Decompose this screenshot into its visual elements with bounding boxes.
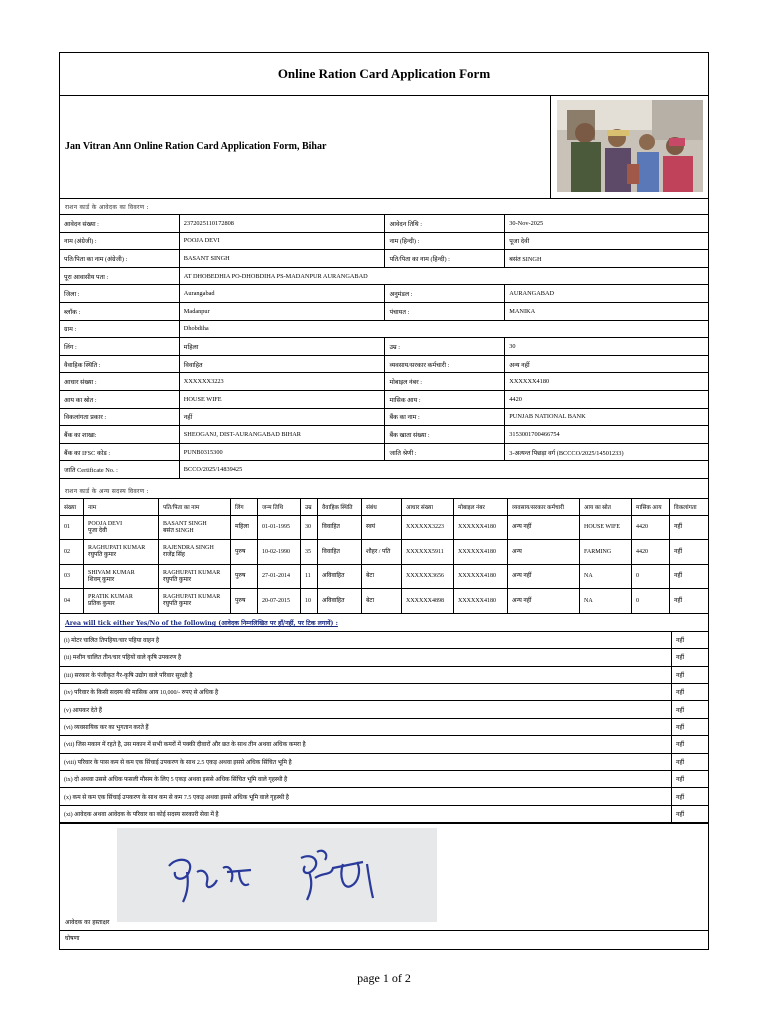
field-label: विकलांगता प्रकार : <box>60 408 180 426</box>
member-cell: XXXXXX4180 <box>454 515 508 540</box>
applicant-row <box>60 443 709 461</box>
column-header: जन्म तिथि <box>258 498 301 515</box>
field-label: आवेदन संख्या : <box>60 215 180 233</box>
family-photo <box>557 100 703 192</box>
member-row <box>60 515 709 540</box>
question-answer: नहीं <box>672 649 709 666</box>
member-cell: XXXXXX4180 <box>454 589 508 614</box>
member-cell: नहीं <box>670 540 709 565</box>
member-cell: 01 <box>60 515 84 540</box>
applicant-row <box>60 250 709 268</box>
question-answer: नहीं <box>672 718 709 735</box>
member-cell: अन्य नहीं <box>508 589 580 614</box>
member-row <box>60 564 709 589</box>
question-row <box>60 684 709 701</box>
member-cell: पुरुष <box>231 564 258 589</box>
member-cell: 0 <box>632 564 670 589</box>
declaration-label: घोषणा <box>60 930 708 947</box>
field-label: मोबाइल नंबर : <box>385 373 505 391</box>
column-header: व्यवसाय/सरकार कर्मचारी <box>508 498 580 515</box>
question-answer: नहीं <box>672 771 709 788</box>
applicant-row <box>60 320 709 338</box>
member-row <box>60 589 709 614</box>
questions-title: Area will tick either Yes/No of the following (आवेदक निम्नलिखित पर हाँ/नहीं, पर टिक लगायें) : <box>65 619 338 627</box>
member-cell: विवाहित <box>318 515 362 540</box>
applicant-row <box>60 232 709 250</box>
members-section-title: राशन कार्ड के अन्य सदस्य विवरण : <box>65 487 149 495</box>
question-text: (x) कम से कम एक सिंचाई उपकरण के साथ कम से कम 7.5 एकड़ अथवा इससे अधिक भूमि वाले गृहस्थी है <box>60 788 672 805</box>
question-text: (xi) आवेदक अथवा आवेदक के परिवार का कोई सदस्य सरकारी सेवा में है <box>60 805 672 822</box>
field-value: Aurangabad <box>179 285 385 303</box>
question-row <box>60 649 709 666</box>
question-text: (viii) परिवार के पास कम से कम एक सिंचाई उपकरण के साथ 2.5 एकड़ अथवा इससे अधिक सिंचित भूमि है <box>60 753 672 770</box>
applicant-details-table <box>59 214 709 479</box>
applicant-row <box>60 355 709 373</box>
field-label: बैंक का नाम : <box>385 408 505 426</box>
question-text: (iii) सरकार के पंजीकृत गैर-कृषि उद्योग वाले परिवार सुरक्षी है <box>60 666 672 683</box>
member-cell: बेटा <box>362 589 402 614</box>
field-label: व्यवसाय/सरकार कर्मचारी : <box>385 355 505 373</box>
field-label: जिला : <box>60 285 180 303</box>
member-cell: RAJENDRA SINGH राजेंद्र सिंह <box>159 540 231 565</box>
column-header: उम्र <box>301 498 318 515</box>
member-cell: XXXXXX3656 <box>402 564 454 589</box>
field-value: XXXXXX3223 <box>179 373 385 391</box>
question-answer: नहीं <box>672 805 709 822</box>
signature-label: आवेदक का हस्ताक्षर <box>65 919 110 927</box>
field-value: PUNB0315300 <box>179 443 385 461</box>
question-answer: नहीं <box>672 701 709 718</box>
field-value: 3-अत्यन्त पिछड़ा वर्ग (BCCCO/2025/14501233) <box>505 443 709 461</box>
field-value: Madanpur <box>179 302 385 320</box>
applicant-row <box>60 302 709 320</box>
field-label: मासिक आय : <box>385 390 505 408</box>
member-cell: HOUSE WIFE <box>580 515 632 540</box>
field-label: उम्र : <box>385 338 505 356</box>
field-label: पति/पिता का नाम (हिन्दी) : <box>385 250 505 268</box>
form-subtitle: Jan Vitran Ann Online Ration Card Application Form, Bihar <box>65 141 327 152</box>
member-cell: RAGHUPATI KUMAR रघुपति कुमार <box>159 589 231 614</box>
member-cell: 30 <box>301 515 318 540</box>
question-answer: नहीं <box>672 684 709 701</box>
applicant-row <box>60 267 709 285</box>
field-value: XXXXXX4180 <box>505 373 709 391</box>
field-label: ब्लॉक : <box>60 302 180 320</box>
member-cell: स्वयं <box>362 515 402 540</box>
field-label: ग्राम : <box>60 320 180 338</box>
member-cell: RAGHUPATI KUMAR रघुपति कुमार <box>159 564 231 589</box>
member-cell: XXXXXX4180 <box>454 564 508 589</box>
member-cell: अन्य <box>508 540 580 565</box>
question-answer: नहीं <box>672 736 709 753</box>
field-value: महिला <box>179 338 385 356</box>
question-answer: नहीं <box>672 788 709 805</box>
member-cell: 11 <box>301 564 318 589</box>
page-number: page 1 of 2 <box>357 971 411 985</box>
question-row <box>60 753 709 770</box>
field-label: लिंग : <box>60 338 180 356</box>
field-value: AURANGABAD <box>505 285 709 303</box>
member-cell: NA <box>580 589 632 614</box>
question-row <box>60 701 709 718</box>
field-label: बैंक खाता संख्या : <box>385 426 505 444</box>
member-cell: XXXXXX4898 <box>402 589 454 614</box>
question-text: (v) आयकर देते हैं <box>60 701 672 718</box>
field-value: 3153001700466754 <box>505 426 709 444</box>
signature-image <box>117 828 437 922</box>
applicant-row <box>60 408 709 426</box>
member-cell: XXXXXX3223 <box>402 515 454 540</box>
field-value: Dhobdiha <box>179 320 708 338</box>
member-cell: 35 <box>301 540 318 565</box>
column-header: वैवाहिक स्थिति <box>318 498 362 515</box>
field-value: अन्य नहीं <box>505 355 709 373</box>
member-cell: नहीं <box>670 589 709 614</box>
field-label: वैवाहिक स्थिति : <box>60 355 180 373</box>
signature-row <box>60 823 708 930</box>
field-value: 4420 <box>505 390 709 408</box>
member-cell: XXXXXX4180 <box>454 540 508 565</box>
member-cell: 4420 <box>632 540 670 565</box>
field-label: आधार संख्या : <box>60 373 180 391</box>
member-cell: 10-02-1990 <box>258 540 301 565</box>
field-label: अनुमंडल : <box>385 285 505 303</box>
member-cell: 02 <box>60 540 84 565</box>
question-answer: नहीं <box>672 753 709 770</box>
question-answer: नहीं <box>672 631 709 648</box>
column-header: विकलांगता <box>670 498 709 515</box>
applicant-row <box>60 338 709 356</box>
member-cell: RAGHUPATI KUMAR रघुपति कुमार <box>84 540 159 565</box>
field-value: BCCO/2025/14839425 <box>179 461 708 479</box>
field-label: जाति Certificate No. : <box>60 461 180 479</box>
question-text: (iv) परिवार के किसी सदस्य की मासिक आय 10,000/- रुपए से अधिक है <box>60 684 672 701</box>
field-value: विवाहित <box>179 355 385 373</box>
member-cell: नहीं <box>670 515 709 540</box>
question-row <box>60 771 709 788</box>
questions-table <box>59 631 709 823</box>
applicant-section-title: राशन कार्ड के आवेदक का विवरण : <box>65 204 149 211</box>
member-cell: अविवाहित <box>318 564 362 589</box>
member-cell: POOJA DEVI पूजा देवी <box>84 515 159 540</box>
member-cell: विवाहित <box>318 540 362 565</box>
column-header: आय का स्रोत <box>580 498 632 515</box>
question-text: (ii) मशीन चालित तीन/चार पहियों वाले कृषि उपकरण है <box>60 649 672 666</box>
column-header: संख्या <box>60 498 84 515</box>
applicant-row <box>60 285 709 303</box>
column-header: मोबाइल नंबर <box>454 498 508 515</box>
applicant-row <box>60 373 709 391</box>
column-header: लिंग <box>231 498 258 515</box>
question-row <box>60 736 709 753</box>
member-cell: 10 <box>301 589 318 614</box>
form-title: Online Ration Card Application Form <box>60 53 708 96</box>
field-label: आवेदन तिथि : <box>385 215 505 233</box>
question-row <box>60 805 709 822</box>
member-cell: 20-07-2015 <box>258 589 301 614</box>
column-header: नाम <box>84 498 159 515</box>
field-value: SHEOGANJ, DIST-AURANGABAD BIHAR <box>179 426 385 444</box>
member-cell: 03 <box>60 564 84 589</box>
field-value: 2372025110172808 <box>179 215 385 233</box>
member-cell: SHIVAM KUMAR शिवम् कुमार <box>84 564 159 589</box>
field-value: पूजा देवी <box>505 232 709 250</box>
field-value: नहीं <box>179 408 385 426</box>
field-value: POOJA DEVI <box>179 232 385 250</box>
field-label: नाम (हिन्दी) : <box>385 232 505 250</box>
field-value: HOUSE WIFE <box>179 390 385 408</box>
member-cell: अन्य नहीं <box>508 564 580 589</box>
members-table <box>59 498 709 614</box>
member-cell: महिला <box>231 515 258 540</box>
applicant-row <box>60 390 709 408</box>
column-header: मासिक आय <box>632 498 670 515</box>
member-cell: 27-01-2014 <box>258 564 301 589</box>
field-label: आय का स्रोत : <box>60 390 180 408</box>
column-header: संबंध <box>362 498 402 515</box>
member-cell: 04 <box>60 589 84 614</box>
question-text: (vi) व्यवसायिक कर का भुगतान करते हैं <box>60 718 672 735</box>
question-row <box>60 718 709 735</box>
question-text: (vii) जिस मकान में रहते है, उस मकान में सभी कमरों में पक्की दीवारों और छत के साथ तीन अथवा अधिक कमरा है <box>60 736 672 753</box>
field-value: 30 <box>505 338 709 356</box>
member-cell: शौहर / पति <box>362 540 402 565</box>
column-header: पति/पिता का नाम <box>159 498 231 515</box>
field-label: पूरा आवासीय पता : <box>60 267 180 285</box>
field-value: MANIKA <box>505 302 709 320</box>
member-cell: नहीं <box>670 564 709 589</box>
member-cell: 01-01-1995 <box>258 515 301 540</box>
question-answer: नहीं <box>672 666 709 683</box>
field-label: बैंक का शाखा: <box>60 426 180 444</box>
member-cell: BASANT SINGH बसंत SINGH <box>159 515 231 540</box>
applicant-row <box>60 426 709 444</box>
form-header <box>60 96 708 199</box>
member-cell: पुरुष <box>231 589 258 614</box>
field-label: बैंक का IFSC कोड : <box>60 443 180 461</box>
member-cell: 0 <box>632 589 670 614</box>
field-value: BASANT SINGH <box>179 250 385 268</box>
field-value: PUNJAB NATIONAL BANK <box>505 408 709 426</box>
member-cell: NA <box>580 564 632 589</box>
field-value: 30-Nov-2025 <box>505 215 709 233</box>
member-cell: 4420 <box>632 515 670 540</box>
member-cell: अन्य नहीं <box>508 515 580 540</box>
form-page <box>59 52 709 950</box>
question-row <box>60 788 709 805</box>
photo-cell <box>550 96 710 198</box>
member-cell: PRATIK KUMAR प्रतिक कुमार <box>84 589 159 614</box>
member-cell: FARMING <box>580 540 632 565</box>
field-label: पंचायत : <box>385 302 505 320</box>
field-label: जाति श्रेणी : <box>385 443 505 461</box>
column-header: आधार संख्या <box>402 498 454 515</box>
member-cell: पुरुष <box>231 540 258 565</box>
field-label: नाम (अंग्रेजी) : <box>60 232 180 250</box>
field-label: पति/पिता का नाम (अंग्रेजी) : <box>60 250 180 268</box>
member-cell: XXXXXX5911 <box>402 540 454 565</box>
applicant-row <box>60 215 709 233</box>
field-value: बसंत SINGH <box>505 250 709 268</box>
question-row <box>60 666 709 683</box>
member-cell: अविवाहित <box>318 589 362 614</box>
question-text: (i) मोटर चालित तिपहिया/चार पहिया वाहन है <box>60 631 672 648</box>
member-row <box>60 540 709 565</box>
member-cell: बेटा <box>362 564 402 589</box>
question-row <box>60 631 709 648</box>
field-value: AT DHOBEDHIA PO-DHOBDIHA PS-MADANPUR AURANGABAD <box>179 267 708 285</box>
applicant-row <box>60 461 709 479</box>
question-text: (ix) दो अथवा उससे अधिक फसली मौसम के लिए 5 एकड़ अथवा इससे अधिक सिंचित भूमि वाले गृहस्थी है <box>60 771 672 788</box>
